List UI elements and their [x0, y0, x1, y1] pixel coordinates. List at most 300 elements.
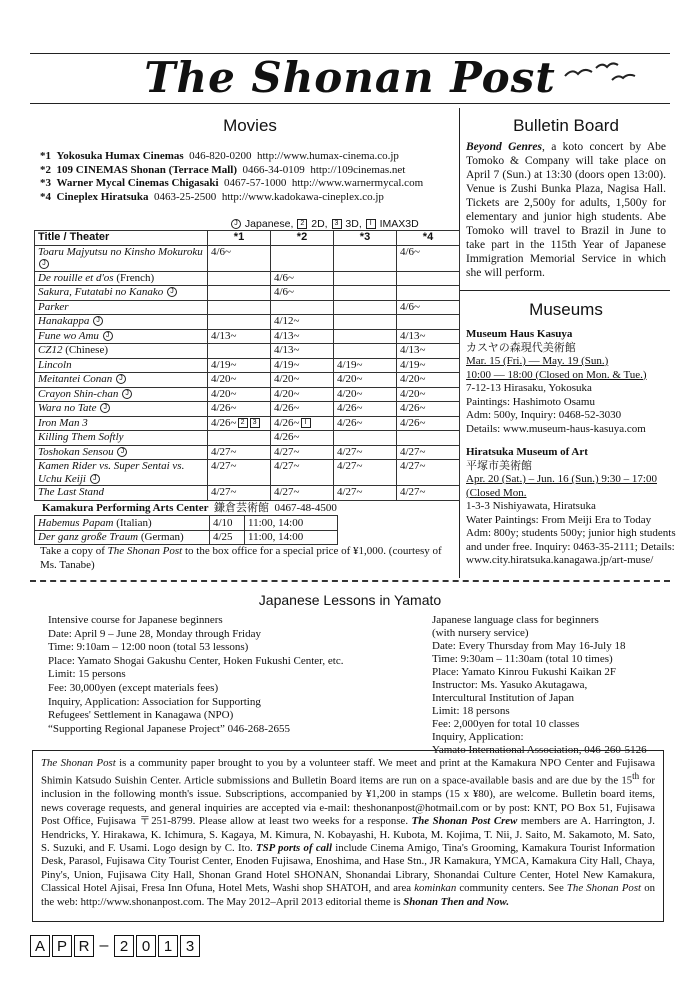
lesson-line: Yamato International Association, 046-260-5126 — [432, 744, 647, 756]
movie-title: Fune wo Amu — [38, 329, 99, 342]
museum-address: 7-12-13 Hirasaku, Yokosuka — [466, 382, 592, 394]
table-row — [35, 358, 460, 373]
movie-title: Kamen Rider vs. Super Sentai vs. Uchu Keiji — [38, 460, 185, 485]
issue-year-char: 3 — [180, 935, 200, 957]
movie-title-cell — [35, 402, 208, 417]
museum-hours: 10:00 ― 18:00 (Closed on Mon. & Tue.) — [466, 368, 647, 381]
movie-date: 4/26~ — [274, 431, 300, 443]
lesson-line: Limit: 18 persons — [432, 705, 510, 717]
lesson-line: (with nursery service) — [432, 627, 529, 639]
movie-date-cell — [397, 486, 460, 501]
movie-date-cell — [334, 344, 397, 359]
movie-date-cell — [397, 315, 460, 330]
museum-2 — [466, 446, 676, 568]
movie-date-cell — [397, 344, 460, 359]
movie-date: 4/20~ — [211, 373, 237, 385]
movie-title-cell — [35, 373, 208, 388]
movie-date-cell — [334, 358, 397, 373]
table-row — [35, 271, 460, 286]
kpac-film-title: Der ganz große Traum — [38, 531, 139, 543]
cinema-row — [40, 164, 460, 178]
movie-date: 4/6~ — [400, 245, 421, 258]
issue-date — [30, 935, 202, 957]
movie-title: The Last Stand — [38, 486, 105, 498]
table-row — [35, 416, 460, 431]
movie-date-cell — [271, 402, 334, 417]
movie-date: 4/13~ — [211, 329, 237, 342]
cinema-name: Cineplex Hiratsuka — [56, 190, 149, 203]
museum-dates: Mar. 15 (Fri.) ― May. 19 (Sun.) — [466, 355, 609, 367]
movie-date-cell — [334, 245, 397, 271]
dashed-separator — [30, 580, 670, 582]
kpac-name: Kamakura Performing Arts Center — [42, 502, 209, 514]
movie-date-cell — [208, 402, 271, 417]
kpac-jname: 鎌倉芸術館 — [214, 502, 269, 514]
table-row — [35, 286, 460, 301]
table-row — [35, 402, 460, 417]
cinema-url[interactable]: http://www.humax-cinema.co.jp — [256, 150, 399, 162]
kpac-date-cell: 4/10 — [210, 516, 245, 531]
lesson-line: “Supporting Regional Japanese Project” 046-268-2655 — [48, 722, 290, 735]
about-text: include Cinema Amigo, Tina's Grooming, Kamakura Tourist Information Desk, Parasol, Fujisawa City Tourist Center, Enoden Fujisawa, Enoshima, and Hase Stn., JR Kamakura, YMCA, Kamakura City Hall, Chaya, Piny's, Union, Fujisawa City Hall, Shonan Grand Hotel SHONAN, Shonandai Library, Shonandai Culture Center, Hotel New Kamakura, Classical Hotel Ajisai, Fresa Inn Ofuna, Hotel Mets, Washi shop SHATOH, and area — [41, 842, 655, 895]
movie-date-cell — [397, 402, 460, 417]
table-row — [35, 315, 460, 330]
table-row — [35, 516, 338, 531]
about-crew: The Shonan Post Crew — [411, 815, 518, 828]
movie-title-cell — [35, 486, 208, 501]
japanese-badge-icon: J — [167, 287, 177, 297]
lesson-line: Time: 9:30am – 11:30am (total 10 times) — [432, 653, 613, 665]
movie-date-cell — [271, 486, 334, 501]
cinema-row — [40, 150, 460, 164]
lesson-line: Place: Yamato Shogai Gakushu Center, Hoken Fukushi Center, etc. — [48, 654, 344, 667]
movie-date-cell — [334, 300, 397, 315]
issue-month-char: P — [52, 935, 72, 957]
movie-date-cell — [271, 373, 334, 388]
japanese-badge-icon: J — [103, 331, 113, 341]
movie-title: Sakura, Futatabi no Kanako — [38, 286, 164, 298]
movie-date: 4/26~ — [337, 402, 363, 414]
movie-title-cell — [35, 387, 208, 402]
legend-imax: IMAX3D — [379, 218, 419, 230]
movie-date: 4/19~ — [274, 358, 300, 371]
movie-date: 4/20~ — [400, 387, 426, 400]
lessons-left-column — [48, 614, 408, 736]
movie-date: 4/27~ — [337, 445, 363, 458]
movie-date-cell — [397, 416, 460, 431]
movie-date: 4/26~ — [211, 402, 237, 414]
cinema-name: Warner Mycal Cinemas Chigasaki — [56, 177, 219, 189]
movie-date: 4/20~ — [400, 373, 426, 385]
table-header-row — [35, 231, 460, 246]
movie-date-cell — [397, 373, 460, 388]
table-row — [35, 373, 460, 388]
movie-date: 4/20~ — [337, 387, 363, 400]
kpac-film-lang: (German) — [140, 531, 184, 543]
movie-title-cell — [35, 445, 208, 460]
movie-date: 4/19~ — [337, 358, 363, 371]
movie-date-cell — [208, 387, 271, 402]
imax-badge-icon: I — [301, 418, 311, 428]
japanese-badge-icon: J — [90, 474, 100, 484]
movie-date-cell — [208, 286, 271, 301]
cinema-tel: 0467-57-1000 — [224, 177, 287, 189]
movie-schedule-table — [34, 230, 460, 501]
japanese-badge-icon: J — [122, 389, 132, 399]
bulletin-body: , a koto concert by Abe Tomoko & Company will take place on April 7 (Sun.) at 13:30 (doors open 13:00). Venue is Zushi Bunka Plaza, Nagisa Hall. Tickets are 2,500y for adults, 1,500y for elementary and junior high students. Abe Tomoko will travel to Brazil in June to take part in the 115th Year of Japanese Immigration Memorial Service in which she will perform. — [466, 141, 666, 279]
movie-date-cell — [334, 486, 397, 501]
movie-date-cell — [397, 358, 460, 373]
table-row — [35, 486, 460, 501]
movie-date: 4/27~ — [211, 486, 237, 498]
movie-date-cell — [271, 245, 334, 271]
movie-title-cell — [35, 416, 208, 431]
table-row — [35, 387, 460, 402]
museum-jname: 平塚市美術館 — [466, 459, 532, 472]
kpac-film-title: Habemus Papam — [38, 516, 114, 529]
movie-date: 4/13~ — [274, 329, 300, 342]
lesson-line: Time: 9:10am – 12:00 noon (total 53 lessons) — [48, 641, 249, 654]
movie-date-cell — [208, 300, 271, 315]
cinema-row — [40, 177, 460, 191]
movie-title-cell — [35, 245, 208, 271]
table-header-cell: *3 — [334, 231, 397, 246]
cinema-num: *2 — [40, 163, 51, 176]
movie-date: 4/6~ — [211, 245, 232, 258]
movie-date-cell — [208, 329, 271, 344]
lesson-line: Instructor: Ms. Yasuko Akutagawa, — [432, 679, 588, 691]
museum-show: Water Paintings: From Meiji Era to Today — [466, 513, 652, 526]
movie-date-cell — [334, 271, 397, 286]
movie-date-cell — [271, 460, 334, 486]
bulletin-text — [466, 140, 666, 280]
movie-date-cell — [271, 344, 334, 359]
movie-date-cell — [208, 315, 271, 330]
movie-date-cell — [208, 344, 271, 359]
cinema-tel: 0463-25-2500 — [153, 190, 217, 203]
2d-badge-icon: 2 — [297, 219, 307, 229]
about-paper: The Shonan Post — [41, 757, 116, 769]
lesson-line: Inquiry, Application: Association for Supporting — [48, 695, 261, 708]
issue-sep: – — [99, 937, 109, 954]
movie-title: Parker — [38, 300, 69, 313]
movie-date-cell — [208, 431, 271, 446]
movie-date-cell — [271, 271, 334, 286]
copy-note-post: to the box office for a special price of ¥1,000. (courtesy of Ms. Tanabe) — [40, 545, 442, 571]
kpac-times-cell: 11:00, 14:00 — [245, 530, 338, 545]
imax-badge-icon: I — [366, 219, 376, 229]
movie-title: Toaru Majyutsu no Kinsho Mokuroku — [38, 245, 203, 258]
movie-title: Toshokan Sensou — [38, 445, 114, 458]
movie-title-cell — [35, 271, 208, 286]
cinema-url[interactable]: http://www.kadokawa-cineplex.co.jp — [221, 190, 384, 203]
table-row — [35, 329, 460, 344]
movie-title: De rouille et d'os — [38, 271, 114, 284]
japanese-badge-icon: J — [116, 374, 126, 384]
movie-title: Wara no Tate — [38, 402, 97, 414]
lesson-line: Fee: 30,000yen (except materials fees) — [48, 681, 219, 694]
movie-language: (Chinese) — [65, 344, 108, 356]
movie-date-cell — [397, 387, 460, 402]
lessons-title: Japanese Lessons in Yamato — [258, 592, 442, 608]
kpac-film-lang: (Italian) — [116, 516, 152, 529]
lesson-line: Japanese language class for beginners — [432, 614, 599, 626]
movie-title: Crayon Shin-chan — [38, 387, 119, 400]
about-text: for inclusion in the following month's issue. Subscriptions, accompanied by ¥1,200 in stamps (15 x ¥80), are welcome. Bulletin board items, news coverage requests, and general inquiries are accepted via e-mail: theshonanpost@hotmail.com or by post: KNT, PO Box 51, Fujisawa Post Office, Fujisawa 〒251-8799. Please allow at least two weeks for a response. — [41, 775, 655, 828]
movie-date-cell — [208, 358, 271, 373]
movie-date-cell — [271, 416, 334, 431]
legend-2d: 2D, — [311, 218, 328, 230]
movie-title-cell — [35, 460, 208, 486]
movie-date: 4/19~ — [400, 358, 426, 371]
movie-date: 4/27~ — [337, 460, 363, 472]
museum-name: Hiratsuka Museum of Art — [466, 446, 588, 458]
movie-date-cell — [208, 486, 271, 501]
movie-date: 4/27~ — [274, 460, 300, 472]
museum-admission: Adm: 800y; students 500y; junior high students and under free. Inquiry: 0463-35-2111; Details: — [466, 527, 676, 553]
lesson-line: Intensive course for Japanese beginners — [48, 614, 223, 626]
lesson-line: Date: Every Thursday from May 16-July 18 — [432, 640, 626, 652]
movie-date-cell — [334, 387, 397, 402]
copy-note — [40, 545, 460, 572]
movie-date-cell — [271, 329, 334, 344]
kpac-title-cell — [35, 516, 210, 531]
movie-table-body — [35, 245, 460, 500]
museum-1 — [466, 328, 676, 436]
movie-date-cell — [397, 271, 460, 286]
movie-date-cell — [334, 329, 397, 344]
lesson-line: Intercultural Institution of Japan — [432, 692, 575, 704]
movie-date-cell — [271, 300, 334, 315]
movie-date-cell — [334, 373, 397, 388]
movie-date: 4/27~ — [274, 486, 300, 498]
movie-date: 4/20~ — [211, 387, 237, 400]
table-row — [35, 245, 460, 271]
table-row — [35, 300, 460, 315]
bulletin-lead: Beyond Genres — [466, 141, 542, 153]
cinema-num: *3 — [40, 177, 51, 189]
table-header-cell: *4 — [397, 231, 460, 246]
table-row — [35, 460, 460, 486]
kpac-table — [34, 515, 338, 545]
movie-title-cell — [35, 300, 208, 315]
about-text: on the web: http://www.shonanpost.com. The May 2012–April 2013 editorial theme is — [41, 882, 655, 908]
table-header-cell: Title / Theater — [35, 231, 208, 246]
cinema-tel: 046-820-0200 — [189, 150, 252, 162]
movie-date: 4/27~ — [400, 486, 426, 498]
kpac-heading — [42, 501, 337, 515]
about-sup: th — [632, 771, 640, 782]
museum-url[interactable]: www.city.hiratsuka.kanagawa.jp/art-muse/ — [466, 554, 654, 566]
museum-admission: Adm: 500y, Inquiry: 0468-52-3030 — [466, 409, 622, 421]
2d-badge-icon: 2 — [238, 418, 248, 428]
cinema-row — [40, 191, 460, 205]
about-theme: Shonan Then and Now. — [403, 895, 510, 908]
movie-language: (French) — [116, 271, 155, 284]
movie-date-cell — [271, 315, 334, 330]
seagulls-icon — [560, 58, 640, 88]
museum-address: 1-3-3 Nishiyawata, Hiratsuka — [466, 500, 596, 512]
movie-date: 4/26~ — [274, 402, 300, 414]
movies-title: Movies — [223, 116, 277, 135]
movie-date-cell — [208, 460, 271, 486]
movie-date: 4/27~ — [274, 445, 300, 458]
museum-dates: Apr. 20 (Sat.) – Jun. 16 (Sun.) 9:30 – 17:00 (Closed Mon. — [466, 473, 657, 499]
movie-date: 4/12~ — [274, 315, 300, 327]
kpac-times-cell: 11:00, 14:00 — [245, 516, 338, 531]
movie-title-cell — [35, 286, 208, 301]
movie-date-cell — [271, 431, 334, 446]
movie-date: 4/26~ — [400, 402, 426, 414]
issue-month-char: A — [30, 935, 50, 957]
masthead-rule — [30, 103, 670, 104]
issue-year-char: 1 — [158, 935, 178, 957]
movie-date-cell — [397, 460, 460, 486]
movie-title: Lincoln — [38, 358, 72, 371]
lesson-line: Refugees' Settlement in Kanagawa (NPO) — [48, 709, 234, 722]
movie-title: Iron Man 3 — [38, 416, 88, 429]
movie-date-cell — [334, 315, 397, 330]
movie-date-cell — [334, 416, 397, 431]
table-header-cell: *2 — [271, 231, 334, 246]
about-text: is a community paper brought to you by a volunteer staff. We meet and print at the Kamakura NPO Center and Fujisawa Shimin Katsudo Suishin Center. Article submissions and Bulletin Board items are run on a space-available basis and are due by the 15 — [41, 757, 655, 787]
bulletin-title: Bulletin Board — [513, 116, 619, 135]
movie-date: 4/19~ — [211, 358, 237, 371]
legend-3d: 3D, — [345, 218, 362, 230]
issue-month-char: R — [74, 935, 94, 957]
movie-date-cell — [271, 445, 334, 460]
movie-date-cell — [208, 445, 271, 460]
movie-date-cell — [271, 358, 334, 373]
table-row — [35, 431, 460, 446]
lesson-line: Date: April 9 – June 28, Monday through Friday — [48, 627, 261, 640]
museums-title: Museums — [529, 300, 603, 319]
issue-year-char: 0 — [136, 935, 156, 957]
about-paper: The Shonan Post — [566, 882, 642, 895]
museums-rule — [460, 290, 670, 291]
copy-note-paper: The Shonan Post — [107, 545, 183, 557]
lesson-line: Fee: 2,000yen for total 10 classes — [432, 718, 580, 730]
movie-date-cell — [208, 373, 271, 388]
table-row — [35, 445, 460, 460]
movie-date-cell — [397, 445, 460, 460]
lesson-line: Place: Yamato Kinrou Fukushi Kaikan 2F — [432, 666, 616, 678]
movie-date: 4/6~ — [274, 286, 295, 298]
movie-date: 4/6~ — [274, 271, 295, 284]
movie-date: 4/13~ — [400, 329, 426, 342]
about-tsp: TSP ports of call — [255, 842, 333, 855]
about-box — [32, 750, 664, 922]
movie-date-cell — [271, 286, 334, 301]
movie-date: 4/20~ — [274, 373, 300, 385]
cinema-name: 109 CINEMAS Shonan (Terrace Mall) — [56, 163, 237, 176]
movie-date: 4/27~ — [400, 460, 426, 472]
copy-note-pre: Take a copy of — [40, 545, 108, 557]
table-row — [35, 344, 460, 359]
movie-date-cell — [208, 271, 271, 286]
movie-date-cell — [334, 431, 397, 446]
3d-badge-icon: 3 — [250, 418, 260, 428]
movie-date-cell — [271, 387, 334, 402]
movie-date: 4/27~ — [211, 460, 237, 472]
kpac-tel: 0467-48-4500 — [274, 502, 337, 514]
movie-date-cell — [334, 445, 397, 460]
movie-date-cell — [208, 245, 271, 271]
movie-date: 4/27~ — [337, 486, 363, 498]
movie-date: 4/27~ — [211, 445, 237, 458]
movie-title: Meitantei Conan — [38, 373, 113, 385]
cinema-num: *1 — [40, 150, 51, 162]
museum-details[interactable]: Details: www.museum-haus-kasuya.com — [466, 422, 646, 435]
table-row — [35, 530, 338, 545]
movie-date: 4/13~ — [400, 344, 426, 356]
movie-date: 4/26~ — [337, 416, 363, 429]
issue-year-char: 2 — [114, 935, 134, 957]
movie-title-cell — [35, 329, 208, 344]
movie-title-cell — [35, 358, 208, 373]
movie-date: 4/13~ — [274, 344, 300, 356]
movie-date: 4/20~ — [337, 373, 363, 385]
japanese-badge-icon: J — [39, 259, 49, 269]
movie-date: 4/6~ — [400, 300, 421, 313]
legend-japanese: Japanese, — [244, 218, 294, 230]
lesson-line: Limit: 15 persons — [48, 668, 126, 681]
japanese-badge-icon: J — [231, 219, 241, 229]
museum-name: Museum Haus Kasuya — [466, 328, 573, 340]
museum-jname: カスヤの森現代美術館 — [466, 341, 576, 354]
about-text: members are A. Harrington, J. Hendricks, Y. Hirakawa, K. Ichimura, S. Kagaya, M. Kimura, N. Kobayashi, H. Kubota, M. Kojima, T. Nii, J. Saito, M. Sakamoto, M. Sato, S. Suzuki, and F. Usami. Logo design by C. Ito. — [41, 815, 655, 855]
japanese-badge-icon: J — [100, 403, 110, 413]
about-text: community centers. See — [456, 882, 567, 895]
cinema-list — [40, 150, 460, 204]
about-kominkan: kominkan — [414, 882, 457, 895]
movie-title: CZ12 — [38, 344, 63, 356]
table-header-cell: *1 — [208, 231, 271, 246]
cinema-url[interactable]: http://www.warnermycal.com — [291, 177, 424, 189]
cinema-url[interactable]: http://109cinemas.net — [310, 163, 406, 176]
lesson-line: Inquiry, Application: — [432, 731, 524, 743]
movie-date: 4/26~ — [211, 416, 237, 429]
movie-date-cell — [334, 460, 397, 486]
movie-date-cell — [334, 286, 397, 301]
movie-date: 4/20~ — [274, 387, 300, 400]
museums-list — [466, 328, 676, 568]
cinema-name: Yokosuka Humax Cinemas — [56, 150, 184, 162]
movie-title: Killing Them Softly — [38, 431, 124, 443]
3d-badge-icon: 3 — [332, 219, 342, 229]
japanese-badge-icon: J — [93, 316, 103, 326]
movie-date-cell — [397, 431, 460, 446]
movie-title-cell — [35, 431, 208, 446]
kpac-title-cell — [35, 530, 210, 545]
movie-date-cell — [334, 402, 397, 417]
lessons-right-column — [432, 614, 672, 757]
cinema-num: *4 — [40, 190, 51, 203]
japanese-badge-icon: J — [117, 447, 127, 457]
movie-title-cell — [35, 315, 208, 330]
movie-date-cell — [397, 300, 460, 315]
masthead-title: The Shonan Post — [144, 53, 556, 102]
movie-date: 4/26~ — [400, 416, 426, 429]
kpac-date-cell: 4/25 — [210, 530, 245, 545]
movie-title: Hanakappa — [38, 315, 90, 327]
museum-show: Paintings: Hashimoto Osamu — [466, 395, 595, 408]
movie-date: 4/26~ — [274, 416, 300, 429]
movie-date-cell — [397, 286, 460, 301]
movie-title-cell — [35, 344, 208, 359]
movie-date-cell — [397, 329, 460, 344]
format-legend — [230, 217, 419, 231]
